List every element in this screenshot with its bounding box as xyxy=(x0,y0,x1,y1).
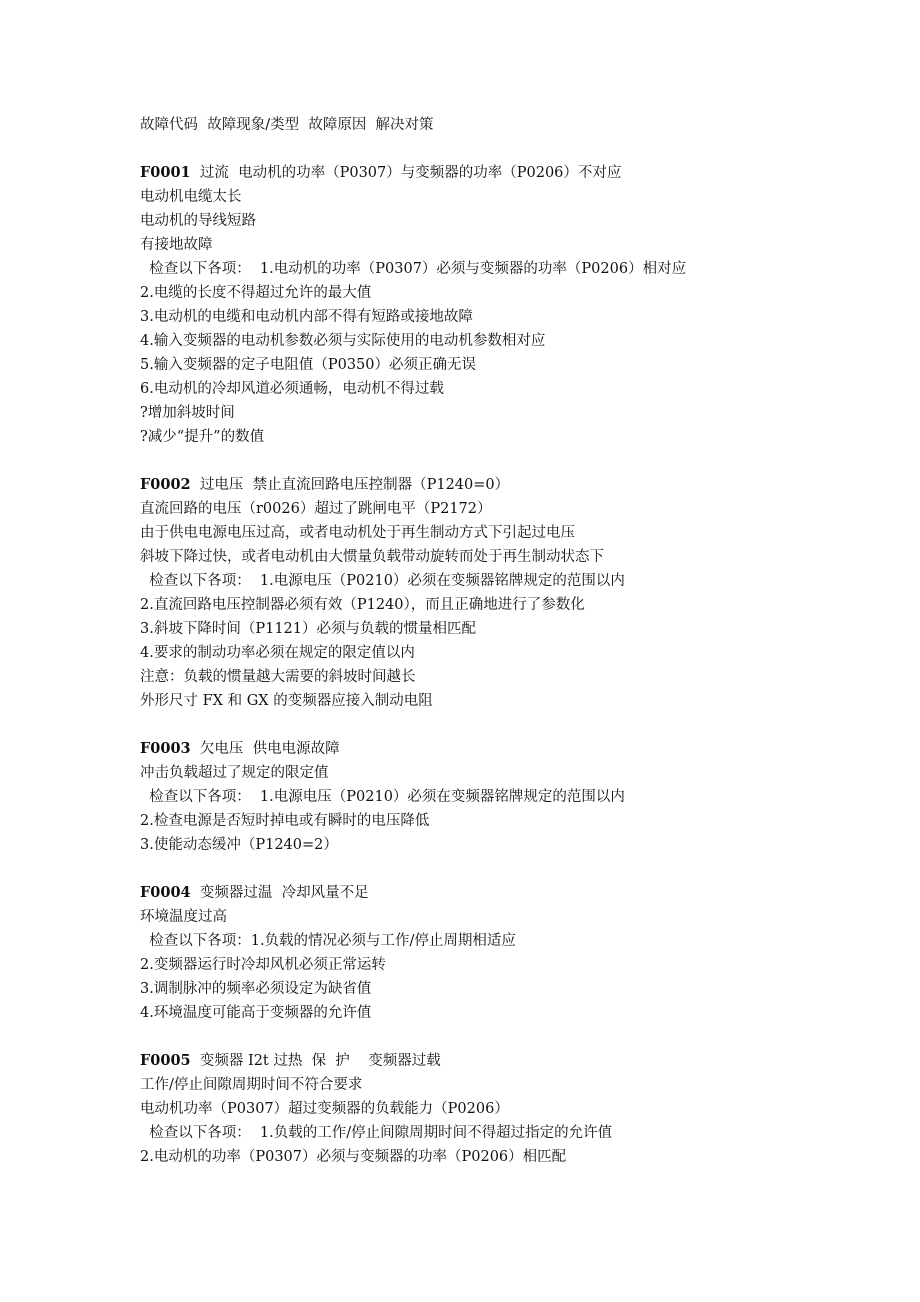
fault-line: 4.要求的制动功率必须在规定的限定值以内 xyxy=(140,645,415,661)
fault-title: 过流 电动机的功率（P0307）与变频器的功率（P0206）不对应 xyxy=(190,165,622,181)
fault-title: 过电压 禁止直流回路电压控制器（P1240=0） xyxy=(190,477,510,493)
fault-line: 工作/停止间隙周期时间不符合要求 xyxy=(140,1077,363,1093)
fault-heading xyxy=(140,881,900,905)
fault-heading xyxy=(140,473,900,497)
fault-code: F0004 xyxy=(140,884,191,901)
fault-title: 欠电压 供电电源故障 xyxy=(190,741,340,757)
fault-heading xyxy=(140,1049,900,1073)
fault-line: 4.环境温度可能高于变频器的允许值 xyxy=(140,1005,372,1021)
fault-line: 2.电缆的长度不得超过允许的最大值 xyxy=(140,285,372,301)
blank-line xyxy=(140,1025,900,1049)
fault-line: 由于供电电源电压过高，或者电动机处于再生制动方式下引起过电压 xyxy=(140,525,575,541)
fault-heading xyxy=(140,161,900,185)
blank-line xyxy=(140,449,900,473)
fault-section-f0005 xyxy=(140,1049,900,1169)
document-body xyxy=(140,113,900,1169)
fault-line: ?减少“提升”的数值 xyxy=(140,429,265,445)
fault-line: 环境温度过高 xyxy=(140,909,227,925)
fault-line: 检查以下各项： 1.电动机的功率（P0307）必须与变频器的功率（P0206）相对应 xyxy=(140,261,687,277)
fault-line: 3.使能动态缓冲（P1240=2） xyxy=(140,837,338,853)
fault-section-f0003 xyxy=(140,737,900,857)
fault-code: F0002 xyxy=(140,476,191,493)
fault-line: 检查以下各项：1.负载的情况必须与工作/停止周期相适应 xyxy=(140,933,516,949)
blank-line xyxy=(140,137,900,161)
fault-section-f0004 xyxy=(140,881,900,1025)
fault-line: 2.电动机的功率（P0307）必须与变频器的功率（P0206）相匹配 xyxy=(140,1149,567,1165)
fault-line: 检查以下各项： 1.负载的工作/停止间隙周期时间不得超过指定的允许值 xyxy=(140,1125,613,1141)
fault-line: 外形尺寸 FX 和 GX 的变频器应接入制动电阻 xyxy=(140,693,433,709)
fault-line: 冲击负载超过了规定的限定值 xyxy=(140,765,329,781)
fault-section-f0001 xyxy=(140,161,900,449)
fault-code: F0001 xyxy=(140,164,191,181)
fault-heading xyxy=(140,737,900,761)
fault-code: F0005 xyxy=(140,1052,191,1069)
fault-line: 直流回路的电压（r0026）超过了跳闸电平（P2172） xyxy=(140,501,492,517)
blank-line xyxy=(140,857,900,881)
fault-code: F0003 xyxy=(140,740,191,757)
fault-title: 变频器 I2t 过热 保 护 变频器过载 xyxy=(190,1053,441,1069)
fault-line: 检查以下各项： 1.电源电压（P0210）必须在变频器铭牌规定的范围以内 xyxy=(140,573,625,589)
fault-line: 电动机的导线短路 xyxy=(140,213,256,229)
fault-line: 3.电动机的电缆和电动机内部不得有短路或接地故障 xyxy=(140,309,473,325)
table-header-line: 故障代码 故障现象/类型 故障原因 解决对策 xyxy=(140,117,434,133)
fault-line: 4.输入变频器的电动机参数必须与实际使用的电动机参数相对应 xyxy=(140,333,546,349)
fault-line: ?增加斜坡时间 xyxy=(140,405,235,421)
fault-line: 3.调制脉冲的频率必须设定为缺省值 xyxy=(140,981,372,997)
fault-line: 电动机功率（P0307）超过变频器的负载能力（P0206） xyxy=(140,1101,509,1117)
fault-line: 2.变频器运行时冷却风机必须正常运转 xyxy=(140,957,386,973)
fault-section-f0002 xyxy=(140,473,900,713)
fault-title: 变频器过温 冷却风量不足 xyxy=(190,885,369,901)
fault-line: 有接地故障 xyxy=(140,237,213,253)
fault-line: 检查以下各项： 1.电源电压（P0210）必须在变频器铭牌规定的范围以内 xyxy=(140,789,625,805)
fault-line: 注意：负载的惯量越大需要的斜坡时间越长 xyxy=(140,669,416,685)
fault-line: 5.输入变频器的定子电阻值（P0350）必须正确无误 xyxy=(140,357,476,373)
fault-line: 斜坡下降过快，或者电动机由大惯量负载带动旋转而处于再生制动状态下 xyxy=(140,549,604,565)
blank-line xyxy=(140,713,900,737)
fault-line: 3.斜坡下降时间（P1121）必须与负载的惯量相匹配 xyxy=(140,621,476,637)
fault-line: 2.直流回路电压控制器必须有效（P1240），而且正确地进行了参数化 xyxy=(140,597,585,613)
fault-line: 2.检查电源是否短时掉电或有瞬时的电压降低 xyxy=(140,813,430,829)
fault-line: 电动机电缆太长 xyxy=(140,189,242,205)
fault-line: 6.电动机的冷却风道必须通畅，电动机不得过载 xyxy=(140,381,444,397)
